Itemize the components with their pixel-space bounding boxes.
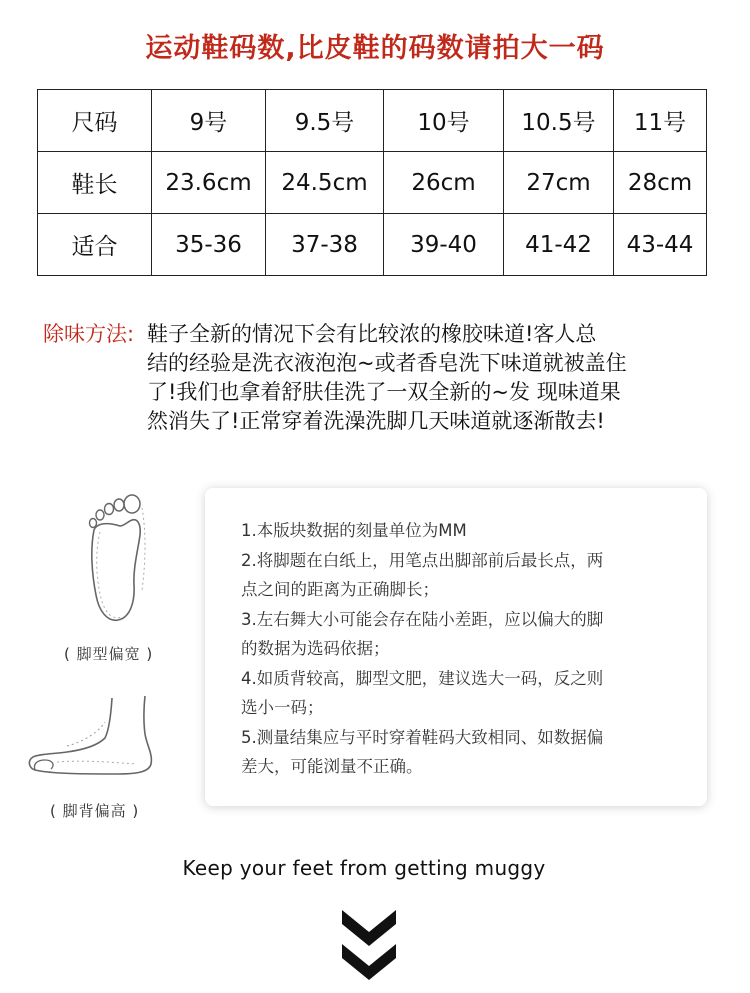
table-cell: 11号: [614, 90, 707, 152]
list-item: 选小一码；: [241, 698, 324, 717]
table-cell: 9.5号: [266, 90, 384, 152]
foot-top-view-icon: [80, 490, 150, 630]
table-cell: 24.5cm: [266, 152, 384, 214]
tagline: Keep your feet from getting muggy: [182, 856, 546, 880]
list-item: 点之间的距离为正确脚长；: [241, 580, 439, 599]
table-row-length: [38, 152, 707, 214]
table-cell: 鞋长: [38, 152, 152, 214]
double-chevron-down-icon: [340, 908, 398, 984]
list-item: 1.本版块数据的刻量单位为MM: [241, 521, 467, 540]
size-table: [37, 89, 707, 276]
measurement-notes-card: [205, 488, 707, 806]
foot-side-view-icon: [27, 694, 157, 784]
table-cell: 10.5号: [504, 90, 614, 152]
table-cell: 适合: [38, 214, 152, 276]
table-cell: 26cm: [384, 152, 504, 214]
table-row-fit: [38, 214, 707, 276]
table-cell: 41-42: [504, 214, 614, 276]
list-item: 3.左右舞大小可能会存在陆小差距，应以偏大的脚: [241, 609, 604, 629]
table-cell: 37-38: [266, 214, 384, 276]
caption-high-instep: ( 脚背偏高 ): [50, 802, 140, 820]
notes-list: [241, 516, 686, 782]
table-cell: 39-40: [384, 214, 504, 276]
deodorize-line: 结的经验是洗衣液泡泡~或者香皂洗下味道就被盖住: [147, 351, 627, 375]
list-item: 2.将脚题在白纸上，用笔点出脚部前后最长点，两: [241, 550, 604, 570]
deodorize-line: 然消失了!正常穿着洗澡洗脚几天味道就逐渐散去!: [147, 409, 605, 433]
table-cell: 35-36: [152, 214, 266, 276]
caption-wide-foot: ( 脚型偏宽 ): [64, 645, 154, 663]
table-cell: 9号: [152, 90, 266, 152]
deodorize-text: [147, 320, 707, 436]
list-item: 4.如质背较高，脚型文肥，建议选大一码，反之则: [241, 668, 604, 688]
table-cell: 10号: [384, 90, 504, 152]
table-cell: 尺码: [38, 90, 152, 152]
deodorize-line: 了!我们也拿着舒肤佳洗了一双全新的~发 现味道果: [147, 380, 621, 404]
table-cell: 27cm: [504, 152, 614, 214]
table-row-size: [38, 90, 707, 152]
deodorize-line: 鞋子全新的情况下会有比较浓的橡胶味道!客人总: [147, 322, 597, 346]
list-item: 差大，可能浏量不正确。: [241, 757, 423, 776]
table-cell: 28cm: [614, 152, 707, 214]
list-item: 的数据为选码依据；: [241, 639, 390, 658]
page-title: 运动鞋码数,比皮鞋的码数请拍大一码: [145, 33, 605, 64]
list-item: 5.测量结集应与平时穿着鞋码大致相同、如数据偏: [241, 727, 604, 747]
table-cell: 43-44: [614, 214, 707, 276]
deodorize-label: 除味方法:: [43, 322, 135, 346]
table-cell: 23.6cm: [152, 152, 266, 214]
